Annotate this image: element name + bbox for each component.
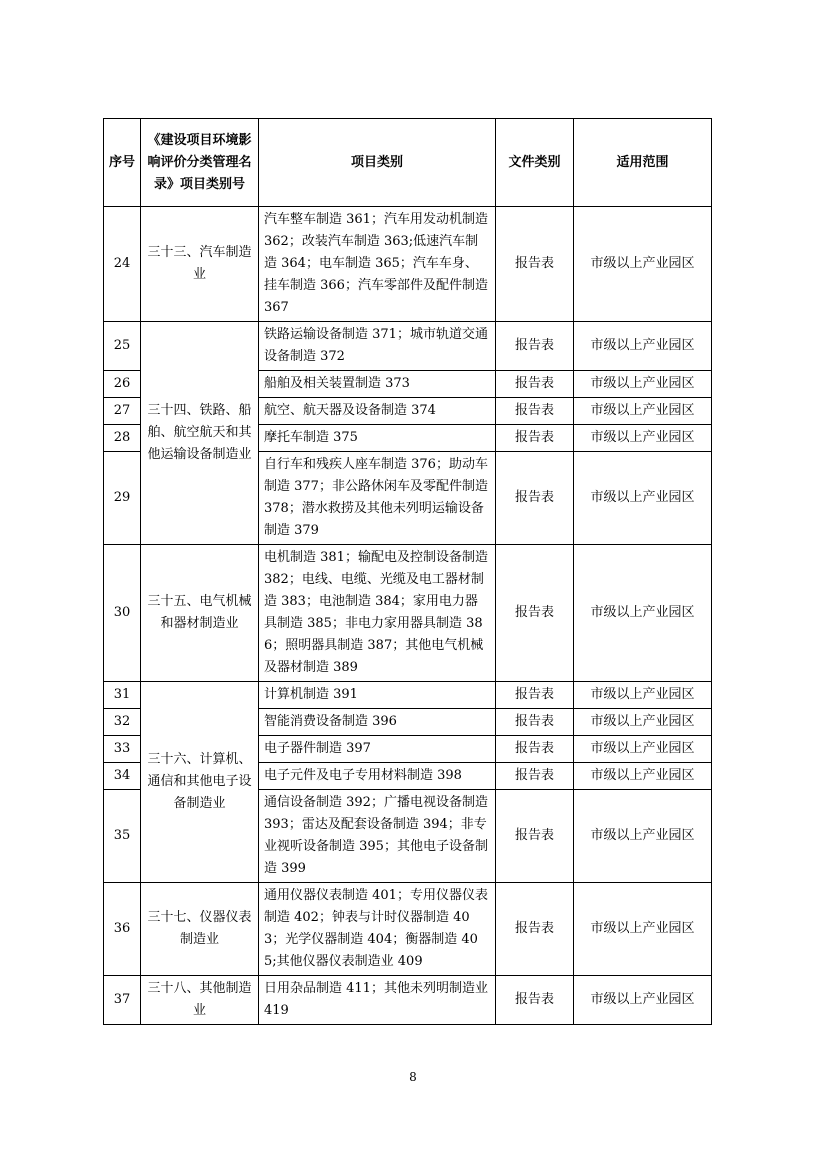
table-row	[104, 883, 712, 976]
table-row	[104, 322, 712, 371]
header-seq: 序号	[104, 119, 141, 207]
file-type: 报告表	[496, 682, 574, 709]
applicable-scope: 市级以上产业园区	[574, 207, 712, 322]
project-items: 计算机制造 391	[259, 682, 496, 709]
industry-category: 三十三、汽车制造业	[141, 207, 259, 322]
table-row	[104, 682, 712, 709]
file-type: 报告表	[496, 322, 574, 371]
applicable-scope: 市级以上产业园区	[574, 452, 712, 545]
file-type: 报告表	[496, 452, 574, 545]
header-file-type: 文件类别	[496, 119, 574, 207]
applicable-scope: 市级以上产业园区	[574, 682, 712, 709]
applicable-scope: 市级以上产业园区	[574, 371, 712, 398]
project-items: 自行车和残疾人座车制造 376；助动车制造 377；非公路休闲车及零配件制造 378；潜水救捞及其他未列明运输设备制造 379	[259, 452, 496, 545]
applicable-scope: 市级以上产业园区	[574, 398, 712, 425]
row-number: 36	[104, 883, 141, 976]
table-row	[104, 545, 712, 682]
industry-category: 三十六、计算机、通信和其他电子设备制造业	[141, 682, 259, 883]
table-body	[104, 207, 712, 1025]
page-number: 8	[409, 1070, 417, 1084]
project-items: 摩托车制造 375	[259, 425, 496, 452]
industry-category: 三十八、其他制造业	[141, 976, 259, 1025]
row-number: 26	[104, 371, 141, 398]
applicable-scope: 市级以上产业园区	[574, 736, 712, 763]
project-items: 通用仪器仪表制造 401；专用仪器仪表制造 402；钟表与计时仪器制造 403；光学仪器制造 404；衡器制造 405;其他仪器仪表制造业 409	[259, 883, 496, 976]
table-row	[104, 976, 712, 1025]
row-number: 31	[104, 682, 141, 709]
row-number: 30	[104, 545, 141, 682]
file-type: 报告表	[496, 398, 574, 425]
file-type: 报告表	[496, 545, 574, 682]
file-type: 报告表	[496, 763, 574, 790]
row-number: 27	[104, 398, 141, 425]
file-type: 报告表	[496, 790, 574, 883]
file-type: 报告表	[496, 976, 574, 1025]
applicable-scope: 市级以上产业园区	[574, 322, 712, 371]
row-number: 29	[104, 452, 141, 545]
row-number: 24	[104, 207, 141, 322]
file-type: 报告表	[496, 425, 574, 452]
row-number: 32	[104, 709, 141, 736]
project-items: 汽车整车制造 361；汽车用发动机制造 362；改装汽车制造 363;低速汽车制造 364；电车制造 365；汽车车身、挂车制造 366；汽车零部件及配件制造 367	[259, 207, 496, 322]
project-items: 铁路运输设备制造 371；城市轨道交通设备制造 372	[259, 322, 496, 371]
file-type: 报告表	[496, 709, 574, 736]
industry-category: 三十四、铁路、船舶、航空航天和其他运输设备制造业	[141, 322, 259, 545]
header-scope: 适用范围	[574, 119, 712, 207]
project-items: 智能消费设备制造 396	[259, 709, 496, 736]
table-header-row	[104, 119, 712, 207]
project-items: 航空、航天器及设备制造 374	[259, 398, 496, 425]
file-type: 报告表	[496, 736, 574, 763]
project-items: 电机制造 381；输配电及控制设备制造 382；电线、电缆、光缆及电工器材制造 383；电池制造 384；家用电力器具制造 385；非电力家用器具制造 386；照明器具制造 387；其他电气机械及器材制造 389	[259, 545, 496, 682]
header-catalog: 《建设项目环境影响评价分类管理名录》项目类别号	[141, 119, 259, 207]
classification-table	[103, 118, 712, 1025]
row-number: 28	[104, 425, 141, 452]
table-row	[104, 207, 712, 322]
project-items: 通信设备制造 392；广播电视设备制造 393；雷达及配套设备制造 394；非专业视听设备制造 395；其他电子设备制造 399	[259, 790, 496, 883]
file-type: 报告表	[496, 883, 574, 976]
project-items: 船舶及相关装置制造 373	[259, 371, 496, 398]
row-number: 34	[104, 763, 141, 790]
project-items: 电子元件及电子专用材料制造 398	[259, 763, 496, 790]
applicable-scope: 市级以上产业园区	[574, 883, 712, 976]
applicable-scope: 市级以上产业园区	[574, 709, 712, 736]
industry-category: 三十七、仪器仪表制造业	[141, 883, 259, 976]
applicable-scope: 市级以上产业园区	[574, 425, 712, 452]
row-number: 33	[104, 736, 141, 763]
applicable-scope: 市级以上产业园区	[574, 790, 712, 883]
file-type: 报告表	[496, 371, 574, 398]
project-items: 日用杂品制造 411；其他未列明制造业 419	[259, 976, 496, 1025]
file-type: 报告表	[496, 207, 574, 322]
industry-category: 三十五、电气机械和器材制造业	[141, 545, 259, 682]
row-number: 37	[104, 976, 141, 1025]
project-items: 电子器件制造 397	[259, 736, 496, 763]
applicable-scope: 市级以上产业园区	[574, 976, 712, 1025]
row-number: 25	[104, 322, 141, 371]
header-category: 项目类别	[259, 119, 496, 207]
applicable-scope: 市级以上产业园区	[574, 545, 712, 682]
applicable-scope: 市级以上产业园区	[574, 763, 712, 790]
row-number: 35	[104, 790, 141, 883]
